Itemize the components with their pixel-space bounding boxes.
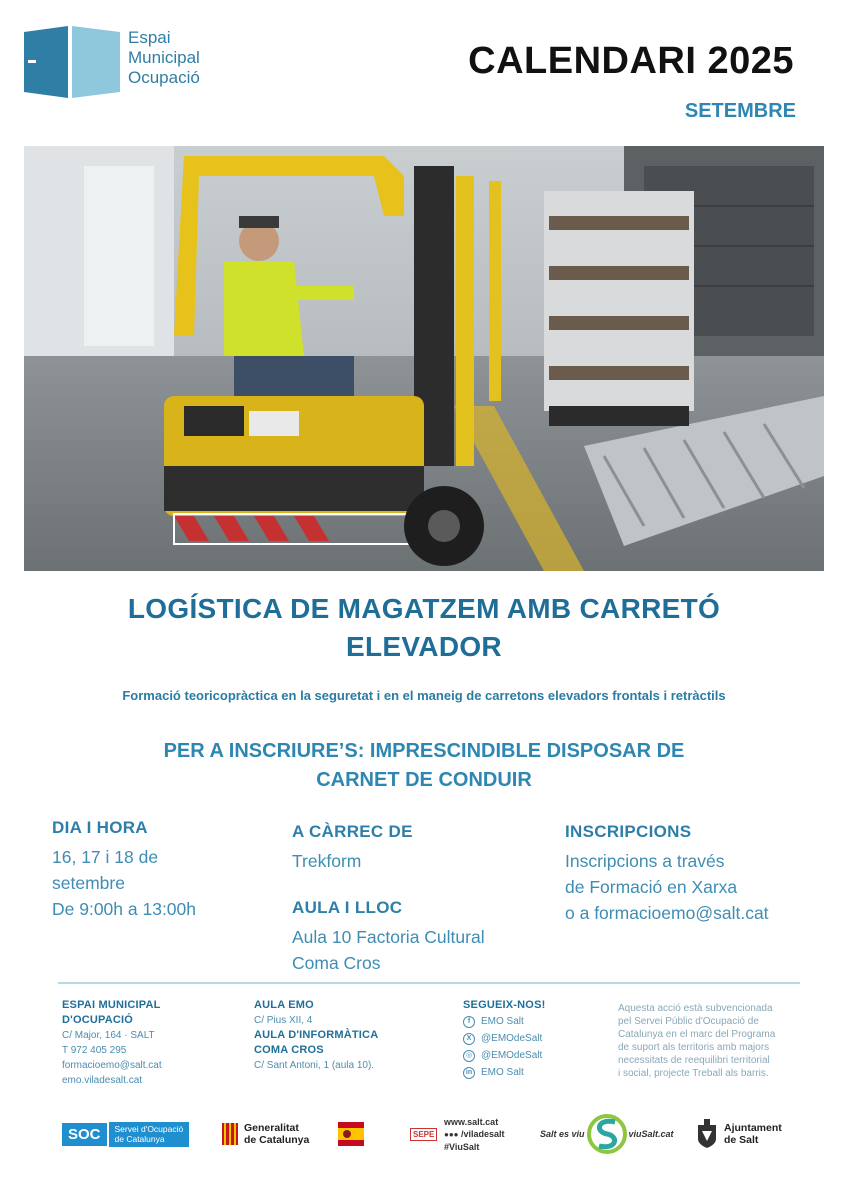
- forklift-warehouse-image: [24, 146, 824, 571]
- social-block: [463, 998, 603, 1081]
- venue-line: Coma Cros: [292, 953, 381, 973]
- aula-emo-heading: AULA EMO: [254, 999, 314, 1011]
- facebook-icon: f: [463, 1016, 475, 1028]
- funding-notice: Aquesta acció està subvencionada pel Servei Públic d'Ocupació de Catalunya en el marc del Programa de suport als territoris amb majors necessitats de reequilibri territorial i social, projecte Treball als barris.: [618, 1003, 776, 1079]
- emo-logo-text: Espai Municipal Ocupació: [128, 28, 200, 87]
- salt-social-handle: ●●● /viladesalt: [444, 1128, 505, 1139]
- salt-hashtag: #ViuSalt: [444, 1141, 480, 1152]
- sponsor-logos: [0, 1110, 848, 1158]
- social-icons-icon: ●●●: [444, 1129, 459, 1139]
- instructor-name: Trekform: [292, 851, 362, 871]
- aula-info-heading: AULA D'INFORMÀTICA: [254, 1029, 379, 1041]
- emo-door-logo-icon: [24, 26, 120, 98]
- x-icon: X: [463, 1033, 475, 1045]
- social-facebook[interactable]: f EMO Salt: [463, 1013, 603, 1030]
- emo-logo: [24, 24, 234, 102]
- social-x[interactable]: X @EMOdeSalt: [463, 1030, 603, 1047]
- viu-salt-swirl-icon: [587, 1112, 627, 1156]
- instructor-heading: A CÀRREC DE: [292, 822, 413, 841]
- sepe-label: SEPE: [410, 1128, 437, 1141]
- aula-info-address: C/ Sant Antoni, 1 (aula 10).: [254, 1060, 375, 1071]
- venue-heading: AULA I LLOC: [292, 898, 403, 917]
- signup-line: Inscripcions a través: [565, 851, 725, 871]
- social-instagram[interactable]: ◎ @EMOdeSalt: [463, 1047, 603, 1064]
- salt-website[interactable]: www.salt.cat: [444, 1116, 499, 1127]
- time-line: De 9:00h a 13:00h: [52, 899, 197, 919]
- generalitat-emblem-icon: [222, 1123, 238, 1145]
- generalitat-logo: Generalitat de Catalunya: [222, 1110, 309, 1158]
- salt-web-info: [444, 1110, 505, 1158]
- emo-contact: ESPAI MUNICIPAL D'OCUPACIÓ C/ Major, 164 · SALT T 972 405 295 formacioemo@salt.cat emo.viladesalt.cat: [62, 998, 232, 1088]
- aula-contact: [254, 998, 434, 1073]
- date-line: 16, 17 i 18 de: [52, 847, 159, 867]
- instagram-icon: ◎: [463, 1050, 475, 1062]
- soc-short: SOC: [62, 1123, 107, 1146]
- forklift-photo: [24, 146, 824, 571]
- calendar-month: SETEMBRE: [684, 100, 796, 122]
- footer-divider: [58, 982, 800, 984]
- aula-emo-address: C/ Pius XII, 4: [254, 1015, 313, 1026]
- emo-phone[interactable]: T 972 405 295: [62, 1045, 127, 1056]
- calendar-title: CALENDARI 2025: [468, 40, 794, 82]
- social-heading: SEGUEIX-NOS!: [463, 999, 546, 1011]
- venue-line: Aula 10 Factoria Cultural: [292, 927, 485, 947]
- emo-address: C/ Major, 164 · SALT: [62, 1030, 155, 1041]
- date-heading: DIA I HORA: [52, 818, 148, 837]
- signup-heading: INSCRIPCIONS: [565, 822, 692, 841]
- sepe-logo: [338, 1110, 437, 1158]
- date-line: setembre: [52, 873, 125, 893]
- course-subtitle: Formació teoricopràctica en la seguretat i en el maneig de carretons elevadors frontals i retràctils: [122, 688, 726, 703]
- linkedin-icon: in: [463, 1067, 475, 1079]
- signup-email[interactable]: o a formacioemo@salt.cat: [565, 903, 769, 923]
- social-linkedin[interactable]: in EMO Salt: [463, 1064, 603, 1081]
- signup-line: de Formació en Xarxa: [565, 877, 738, 897]
- soc-long: Servei d'Ocupació de Catalunya: [109, 1122, 190, 1147]
- soc-logo: [62, 1110, 189, 1158]
- venue-block: [292, 898, 542, 976]
- spain-government-emblem-icon: [338, 1122, 364, 1146]
- ajuntament-logo: Ajuntament de Salt: [696, 1110, 782, 1158]
- signup-block: [565, 822, 835, 926]
- ajuntament-crest-icon: [696, 1119, 718, 1149]
- date-time-block: [52, 818, 252, 922]
- aula-info-heading: COMA CROS: [254, 1044, 324, 1056]
- viu-salt-logo: Salt es viu viuSalt.cat: [540, 1110, 674, 1158]
- emo-website[interactable]: emo.viladesalt.cat: [62, 1075, 143, 1086]
- course-title: LOGÍSTICA DE MAGATZEM AMB CARRETÓ ELEVADOR: [127, 593, 721, 662]
- emo-email[interactable]: formacioemo@salt.cat: [62, 1060, 162, 1071]
- enrollment-requirement: PER A INSCRIURE’S: IMPRESCINDIBLE DISPOSAR DE CARNET DE CONDUIR: [163, 740, 685, 791]
- instructor-block: [292, 822, 542, 874]
